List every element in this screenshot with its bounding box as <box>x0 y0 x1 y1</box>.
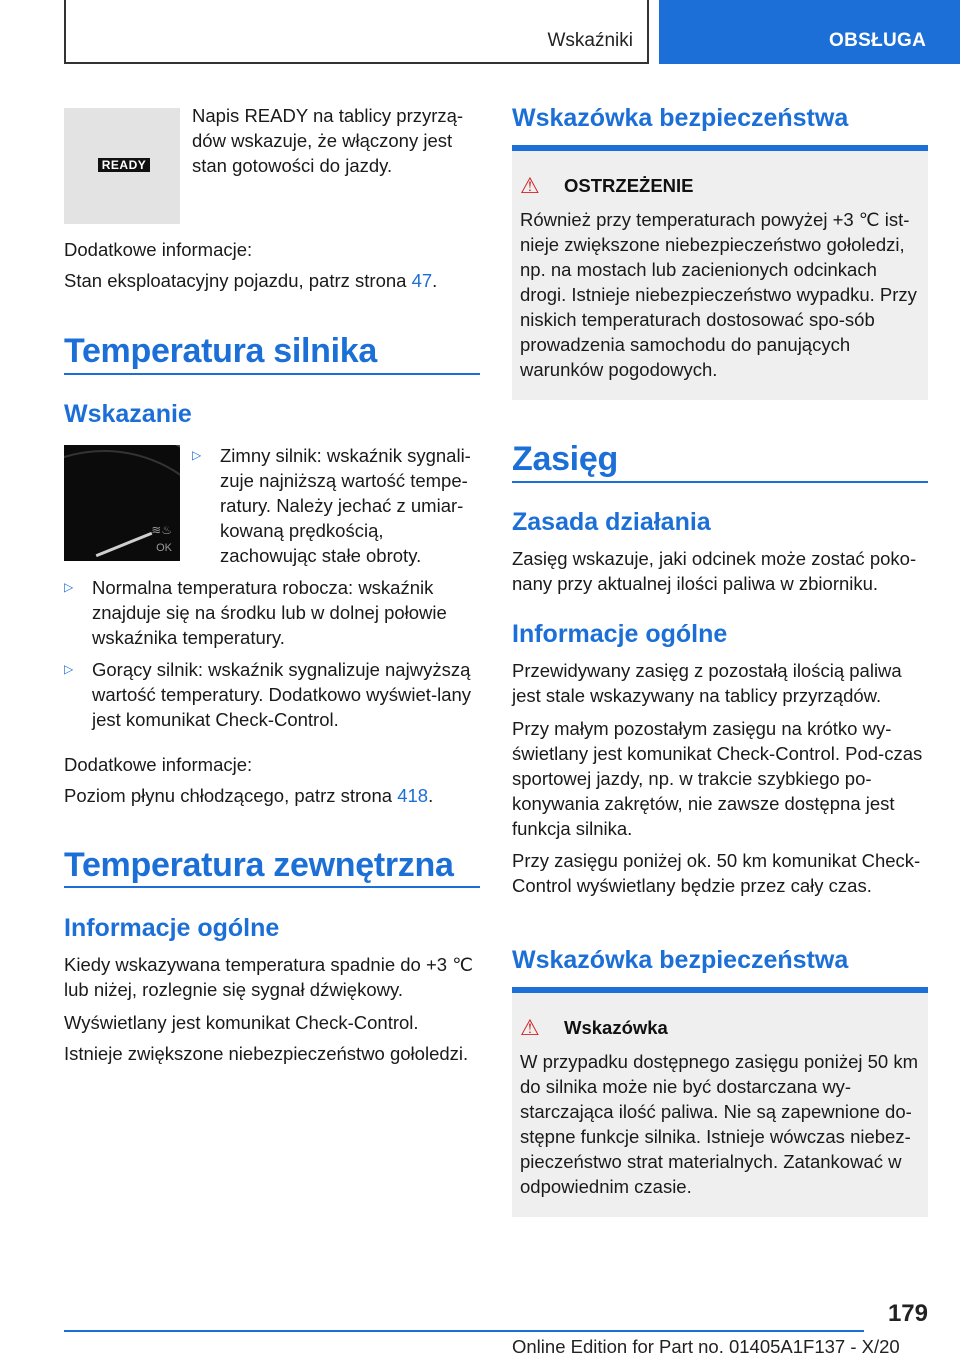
extra-info-ref-1: Stan eksploatacyjny pojazdu, patrz strona 47. <box>64 270 438 291</box>
outside-temp-paragraph-2: Wyświetlany jest komunikat Check-Control. <box>64 1012 419 1033</box>
note-box-bar <box>512 987 928 993</box>
section-rule <box>512 481 928 483</box>
bullet-normal-temperature-text: Normalna temperatura robocza: wskaźnik znajduje się na środku lub w dolnej połowie wskaźnika temperatury. <box>92 577 447 648</box>
note-title: Wskazówka <box>564 1017 668 1038</box>
safety-heading-1: Wskazówka bezpieczeństwa <box>512 104 849 132</box>
section-rule <box>64 373 480 375</box>
ready-description: Napis READY na tablicy przyrzą‐dów wskazuje, że włączony jest stan gotowości do jazdy. <box>192 105 464 176</box>
extra-info-label-2: Dodatkowe informacje: <box>64 754 253 775</box>
page-link-47[interactable]: 47 <box>411 270 433 291</box>
page-link-418[interactable]: 418 <box>397 785 429 806</box>
range-general-paragraph-3: Przy zasięgu poniżej ok. 50 km komunikat Check-Control wyświetlany będzie przez cały czas. <box>512 850 921 896</box>
page-number: 179 <box>887 1300 928 1327</box>
header-section-tab <box>64 0 649 64</box>
header-section-label: Wskaźniki <box>547 30 633 51</box>
range-general-paragraph-2: Przy małym pozostałym zasięgu na krótko wy‐świetlany jest komunikat Check-Control. Pod‐czas sportowej jazdy, np. w trakcie szybkiego po‐konywania zakrętów, nie zawsze dostępna jest funkcja silnika. <box>512 718 923 839</box>
extra-info-ref-2-text: Poziom płynu chłodzącego, patrz strona <box>64 785 398 806</box>
edition-footer: Online Edition for Part no. 01405A1F137 - X/20 <box>512 1336 900 1357</box>
note-text-range: W przypadku dostępnego zasięgu poniżej 50 km do silnika może nie być dostarczana wy‐starczająca ilość paliwa. Nie są zapewnione do‐stępne funkcje silnika. Istnieje wówczas niebez‐pieczeństwo strat materialnych. Zatankować w odpowiednim czasie. <box>520 1051 918 1197</box>
bullet-normal-temperature <box>64 575 480 650</box>
ready-badge: READY <box>98 158 150 172</box>
ready-indicator-image <box>64 108 180 224</box>
extra-info-ref-2: Poziom płynu chłodzącego, patrz strona 418. <box>64 785 434 806</box>
warning-box-ice <box>512 145 928 400</box>
note-box-range <box>512 987 928 1217</box>
heading-range: Zasięg <box>512 440 618 478</box>
heading-engine-temperature: Temperatura silnika <box>64 332 378 370</box>
section-rule <box>64 886 480 888</box>
range-principle-text: Zasięg wskazuje, jaki odcinek może zostać poko‐nany przy aktualnej ilości paliwa w zbiorniku. <box>512 548 917 594</box>
subheading-general-info-left: Informacje ogólne <box>64 914 280 942</box>
subheading-principle: Zasada działania <box>512 508 711 536</box>
warning-box-bar <box>512 145 928 151</box>
safety-heading-2: Wskazówka bezpieczeństwa <box>512 946 849 974</box>
bullet-cold-engine <box>192 443 480 568</box>
header-chapter-tab <box>659 0 960 64</box>
bullet-hot-engine-text: Gorący silnik: wskaźnik sygnalizuje najwyższą wartość temperatury. Dodatkowo wyświet‐lany jest komunikat Check-Control. <box>92 659 472 730</box>
outside-temp-paragraph-1: Kiedy wskazywana temperatura spadnie do +3 ℃ lub niżej, rozlegnie się sygnał dźwiękowy. <box>64 954 473 1000</box>
bullet-triangle-icon: ▷ <box>64 662 74 676</box>
extra-info-label-1: Dodatkowe informacje: <box>64 239 253 260</box>
subheading-indication: Wskazanie <box>64 400 192 428</box>
warning-title: OSTRZEŻENIE <box>564 175 694 196</box>
bullet-triangle-icon: ▷ <box>192 448 202 462</box>
warning-triangle-icon: ⚠ <box>520 173 540 198</box>
warning-title-row <box>520 173 694 199</box>
warning-text-ice: Również przy temperaturach powyżej +3 ℃ ist‐nieje zwiększone niebezpieczeństwo gołoledzi, np. na mostach lub zacienionych odcinkach drogi. Istnieje niebezpieczeństwo wypadku. Przy niskich temperaturach dostosować spo‐sób prowadzenia samochodu do panujących warunków pogodowych. <box>520 209 917 380</box>
bullet-hot-engine <box>64 657 480 732</box>
range-general-paragraph-1: Przewidywany zasięg z pozostałą ilością paliwa jest stale wskazywany na tablicy przyrządów. <box>512 660 902 706</box>
gauge-ok-label: OK <box>156 542 172 554</box>
coolant-temperature-icon: ≋♨ <box>151 523 172 537</box>
outside-temp-paragraph-3: Istnieje zwiększone niebezpieczeństwo gołoledzi. <box>64 1043 469 1064</box>
temperature-gauge-image <box>64 445 180 561</box>
warning-triangle-icon: ⚠ <box>520 1015 540 1040</box>
footer-rule <box>64 1330 864 1332</box>
heading-outside-temperature: Temperatura zewnętrzna <box>64 846 454 884</box>
extra-info-ref-1-text: Stan eksploatacyjny pojazdu, patrz strona <box>64 270 412 291</box>
bullet-triangle-icon: ▷ <box>64 580 74 594</box>
note-title-row <box>520 1015 668 1041</box>
bullet-cold-engine-text: Zimny silnik: wskaźnik sygnali‐zuje najniższą wartość tempe‐ratury. Należy jechać z umiar‐kowaną prędkością, zachowując stałe obroty. <box>220 445 471 566</box>
header-chapter-label: OBSŁUGA <box>829 30 927 51</box>
subheading-general-info-right: Informacje ogólne <box>512 620 728 648</box>
